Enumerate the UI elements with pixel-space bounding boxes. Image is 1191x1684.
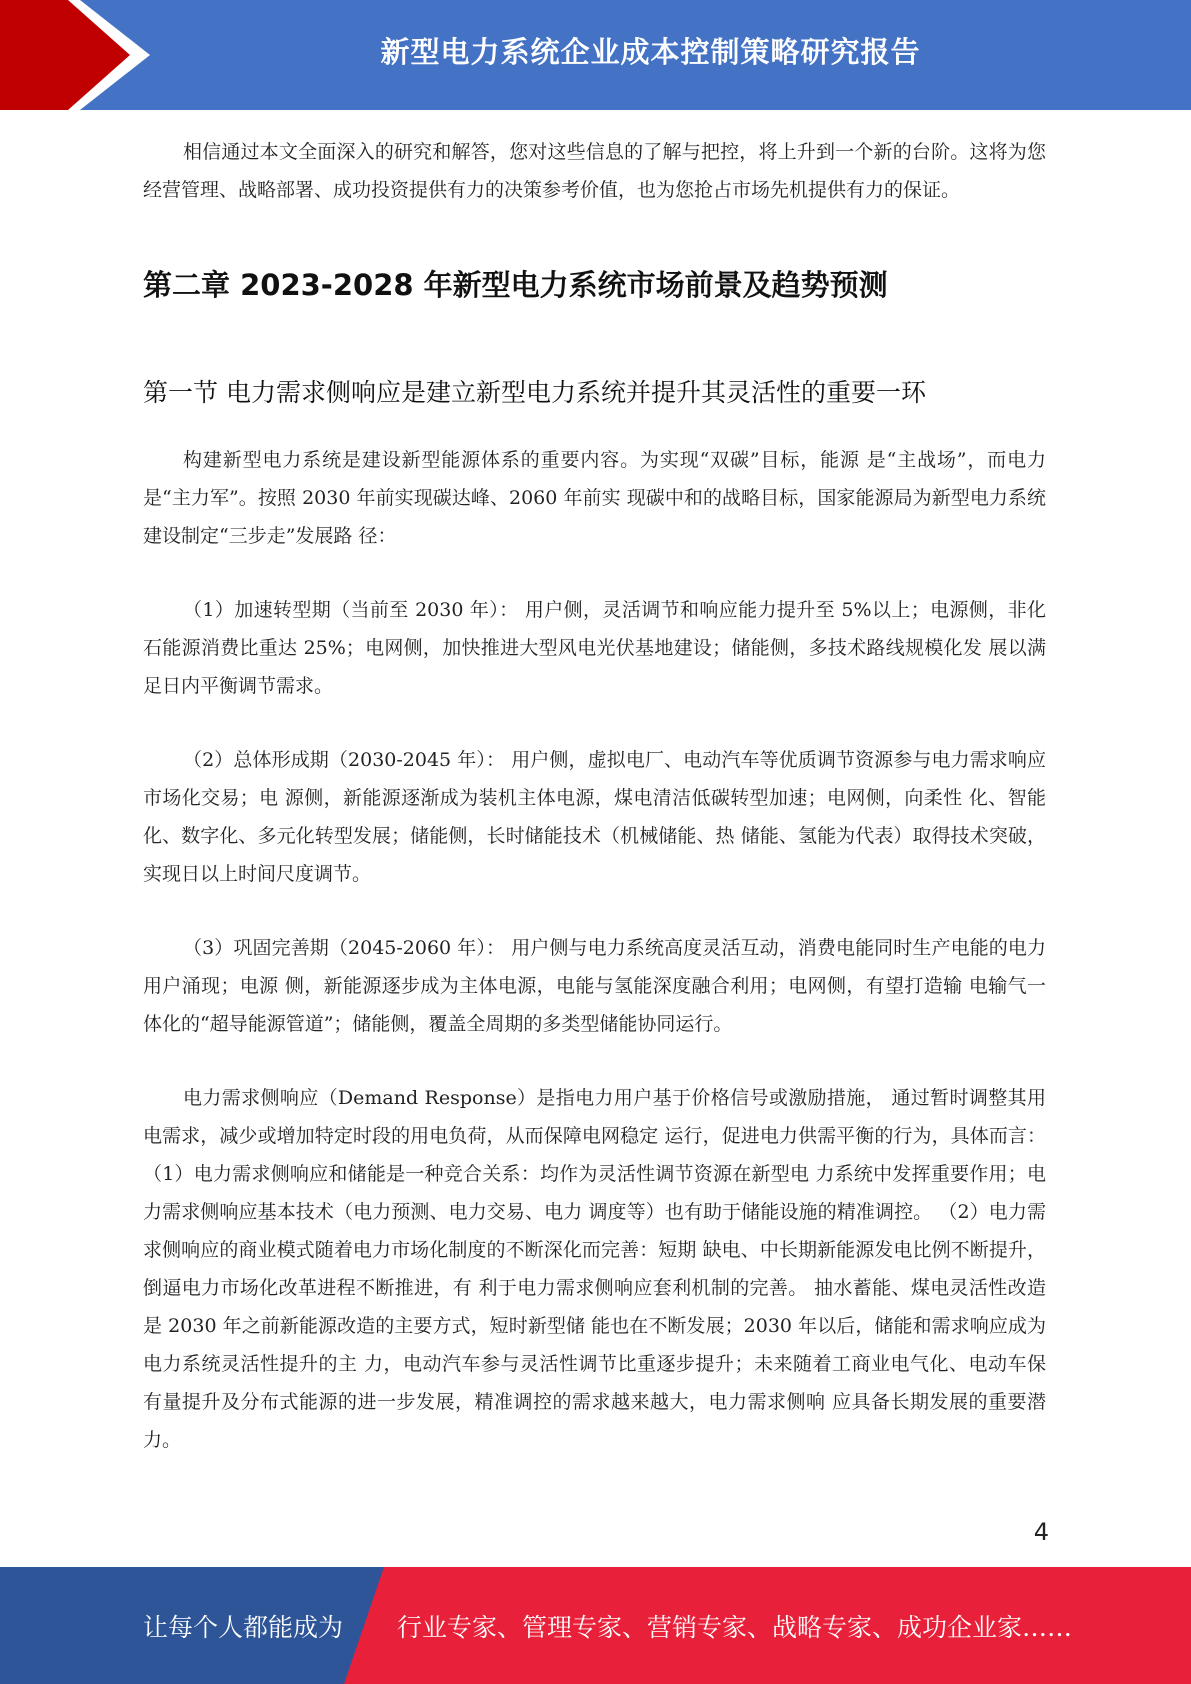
section-title: 第一节 电力需求侧响应是建立新型电力系统并提升其灵活性的重要一环 — [143, 378, 926, 407]
paragraph-phase-3: （3）巩固完善期（2045-2060 年）： 用户侧与电力系统高度灵活互动，消费电能同时生产电能的电力用户涌现；电源 侧，新能源逐步成为主体电源，电能与氢能深度融合利用；电网侧，有望打造输 电输气一体化的“超导能源管道”；储能侧，覆盖全周期的多类型储能协同运行。 — [143, 937, 1046, 1035]
header-chevron-decoration — [0, 0, 150, 110]
paragraph-demand-response: 电力需求侧响应（Demand Response）是指电力用户基于价格信号或激励措施， 通过暂时调整其用电需求，减少或增加特定时段的用电负荷，从而保障电网稳定 运行，促进电力供需平衡的行为，具体而言：（1）电力需求侧响应和储能是一种竞合关系：均作为灵活性调节资源在新型电 力系统中发挥重要作用；电力需求侧响应基本技术（电力预测、电力交易、电力 调度等）也有助于储能设施的精准调控。 （2）电力需求侧响应的商业模式随着电力市场化制度的不断深化而完善：短期 缺电、中长期新能源发电比例不断提升，倒逼电力市场化改革进程不断推进，有 利于电力需求侧响应套利机制的完善。 抽水蓄能、煤电灵活性改造是 2030 年之前新能源改造的主要方式，短时新型储 能也在不断发展；2030 年以后，储能和需求响应成为电力系统灵活性提升的主 力，电动汽车参与灵活性调节比重逐步提升；未来随着工商业电气化、电动车保 有量提升及分布式能源的进一步发展，精准调控的需求越来越大，电力需求侧响 应具备长期发展的重要潜力。 — [143, 1087, 1046, 1451]
page-number: 4 — [1033, 1518, 1049, 1546]
page-header — [0, 0, 1191, 110]
paragraph-intro-new-power-system: 构建新型电力系统是建设新型能源体系的重要内容。为实现“双碳”目标，能源 是“主战场”，而电力是“主力军”。按照 2030 年前实现碳达峰、2060 年前实 现碳中和的战略目标，国家能源局为新型电力系统建设制定“三步走”发展路 径： — [143, 449, 1046, 547]
document-body — [143, 133, 1046, 1459]
footer-slogan-right: 行业专家、管理专家、营销专家、战略专家、成功企业家…… — [397, 1612, 1073, 1642]
footer-slogan-left: 让每个人都能成为 — [143, 1612, 344, 1642]
header-title: 新型电力系统企业成本控制策略研究报告 — [380, 34, 921, 69]
intro-paragraph: 相信通过本文全面深入的研究和解答，您对这些信息的了解与把控，将上升到一个新的台阶。这将为您经营管理、战略部署、成功投资提供有力的决策参考价值，也为您抢占市场先机提供有力的保证。 — [143, 141, 1046, 201]
paragraph-phase-1: （1）加速转型期（当前至 2030 年）： 用户侧，灵活调节和响应能力提升至 5%以上；电源侧，非化石能源消费比重达 25%；电网侧，加快推进大型风电光伏基地建设；储能侧，多技术路线规模化发 展以满足日内平衡调节需求。 — [143, 599, 1046, 697]
chapter-title: 第二章 2023-2028 年新型电力系统市场前景及趋势预测 — [143, 268, 888, 302]
page-footer — [0, 1567, 1191, 1684]
paragraph-phase-2: （2）总体形成期（2030-2045 年）： 用户侧，虚拟电厂、电动汽车等优质调节资源参与电力需求响应市场化交易；电 源侧，新能源逐渐成为装机主体电源，煤电清洁低碳转型加速；电网侧，向柔性 化、智能化、数字化、多元化转型发展；储能侧，长时储能技术（机械储能、热 储能、氢能为代表）取得技术突破，实现日以上时间尺度调节。 — [143, 749, 1046, 885]
